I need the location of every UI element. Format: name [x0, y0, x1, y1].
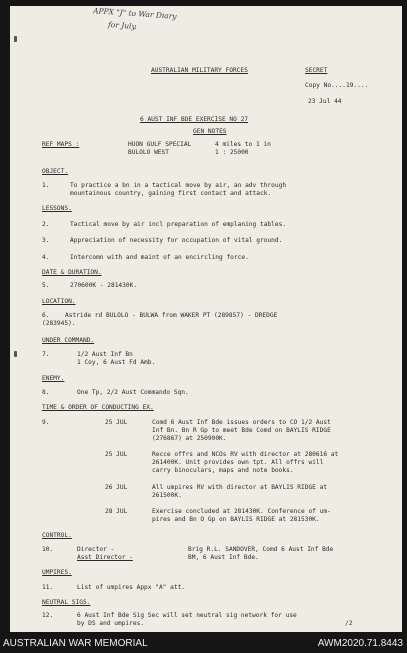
- section-heading-date-duration: DATE & DURATION.: [42, 269, 102, 276]
- para-number: 3.: [42, 237, 50, 244]
- lesson-text: Tactical move by air incl preparation of emplaning tables.: [70, 221, 287, 228]
- object-text-line: To practice a bn in a tactical move by air, an adv through: [70, 182, 287, 189]
- punch-hole: [14, 351, 17, 357]
- document-page: [10, 6, 402, 632]
- document-date: 23 Jul 44: [308, 98, 342, 105]
- location-text-line: Astride rd BULOLO - BULWA from WAKER PT (289857) - DREDGE: [65, 312, 278, 319]
- timing-line: 261500K.: [152, 492, 182, 499]
- para-number: 11.: [42, 584, 54, 591]
- enemy-text: One Tp, 2/2 Aust Commando Sqn.: [77, 389, 189, 396]
- para-number: 5.: [42, 282, 50, 289]
- section-heading-under-command: UNDER COMMAND.: [42, 337, 95, 344]
- archive-name: AUSTRALIAN WAR MEMORIAL: [3, 638, 148, 649]
- para-number: 8.: [42, 389, 50, 396]
- location-text-line: (283945).: [42, 320, 76, 327]
- section-heading-enemy: ENEMY.: [42, 375, 65, 382]
- para-number: 1.: [42, 182, 50, 189]
- section-heading-timings: TIME & ORDER OF CONDUCTING EX.: [42, 404, 154, 411]
- para-number: 6.: [42, 312, 50, 319]
- handwritten-note-line1: APPX "J" to War Diary: [92, 6, 177, 21]
- punch-hole: [14, 36, 17, 42]
- control-role: Director -: [77, 546, 115, 553]
- section-heading-lessons: LESSONS.: [42, 205, 72, 212]
- timing-date: 26 JUL: [105, 484, 128, 491]
- para-number: 4.: [42, 254, 50, 261]
- date-duration-text: 270600K - 281430K.: [70, 282, 138, 289]
- page-continuation-mark: /2: [345, 620, 353, 627]
- para-number: 7.: [42, 351, 50, 358]
- para-number: 12.: [42, 612, 54, 619]
- map-name: HUON GULF SPECIAL: [128, 141, 192, 148]
- signals-text-line: 6 Aust Inf Bde Sig Sec will set neutral sig network for use: [77, 612, 297, 619]
- archive-reference: AWM2020.71.8443: [317, 638, 403, 649]
- section-heading-object: OBJECT.: [42, 168, 69, 175]
- para-number: 10.: [42, 546, 54, 553]
- timing-line: pires and Bn O Gp on BAYLIS RIDGE at 281530K.: [152, 516, 320, 523]
- timing-line: Recce offrs and NCOs RV with director at 280616 at: [152, 451, 339, 458]
- signals-text-line: by DS and umpires.: [77, 620, 145, 627]
- classification-label: SECRET: [305, 67, 328, 74]
- section-heading-location: LOCATION.: [42, 298, 76, 305]
- umpires-text: List of umpires Appx "A" att.: [77, 584, 186, 591]
- timing-date: 28 JUL: [105, 508, 128, 515]
- lesson-text: Intercomn with and maint of an encircling force.: [70, 254, 249, 261]
- map-scale: 1 : 25000: [215, 149, 249, 156]
- timing-date: 25 JUL: [105, 451, 128, 458]
- para-number: 2.: [42, 221, 50, 228]
- timing-date: 25 JUL: [105, 419, 128, 426]
- control-role: Asst Director -: [77, 554, 133, 561]
- exercise-subtitle: GEN NOTES: [193, 128, 227, 135]
- unit-line: 1 Coy, 6 Aust Fd Amb.: [77, 359, 156, 366]
- object-text-line: mountainous country, gaining first contact and attack.: [70, 190, 272, 197]
- para-number: 9.: [42, 419, 50, 426]
- unit-line: 1/2 Aust Inf Bn: [77, 351, 133, 358]
- section-heading-umpires: UMPIRES.: [42, 569, 72, 576]
- section-heading-signals: NEUTRAL SIGS.: [42, 599, 91, 606]
- map-scale: 4 miles to 1 in: [215, 141, 271, 148]
- control-name: Brig R.L. SANDOVER, Comd 6 Aust Inf Bde: [188, 546, 334, 553]
- timing-line: Comd 6 Aust Inf Bde issues orders to CO 1/2 Aust: [152, 419, 331, 426]
- maps-label: REF MAPS :: [42, 141, 80, 148]
- timing-line: 261400K. Unit provides own tpt. All offrs will: [152, 459, 324, 466]
- control-name: BM, 6 Aust Inf Bde.: [188, 554, 259, 561]
- timing-line: All umpires RV with director at BAYLIS RIDGE at: [152, 484, 328, 491]
- timing-line: Exercise concluded at 281430K. Conference of um-: [152, 508, 331, 515]
- archive-footer: [0, 633, 407, 653]
- map-name: BULOLO WEST: [128, 149, 169, 156]
- timing-line: carry binoculars, maps and note books.: [152, 467, 294, 474]
- copy-number: Copy No....19....: [305, 82, 369, 89]
- exercise-title: 6 AUST INF BDE EXERCISE NO 27: [140, 116, 249, 123]
- timing-line: (276867) at 250900K.: [152, 435, 227, 442]
- section-heading-control: CONTROL.: [42, 532, 72, 539]
- timing-line: Inf Bn. Bn R Gp to meet Bde Comd on BAYLIS RIDGE: [152, 427, 331, 434]
- lesson-text: Appreciation of necessity for occupation of vital ground.: [70, 237, 283, 244]
- document-header-title: AUSTRALIAN MILITARY FORCES: [151, 67, 248, 74]
- handwritten-note-line2: for July.: [107, 19, 138, 32]
